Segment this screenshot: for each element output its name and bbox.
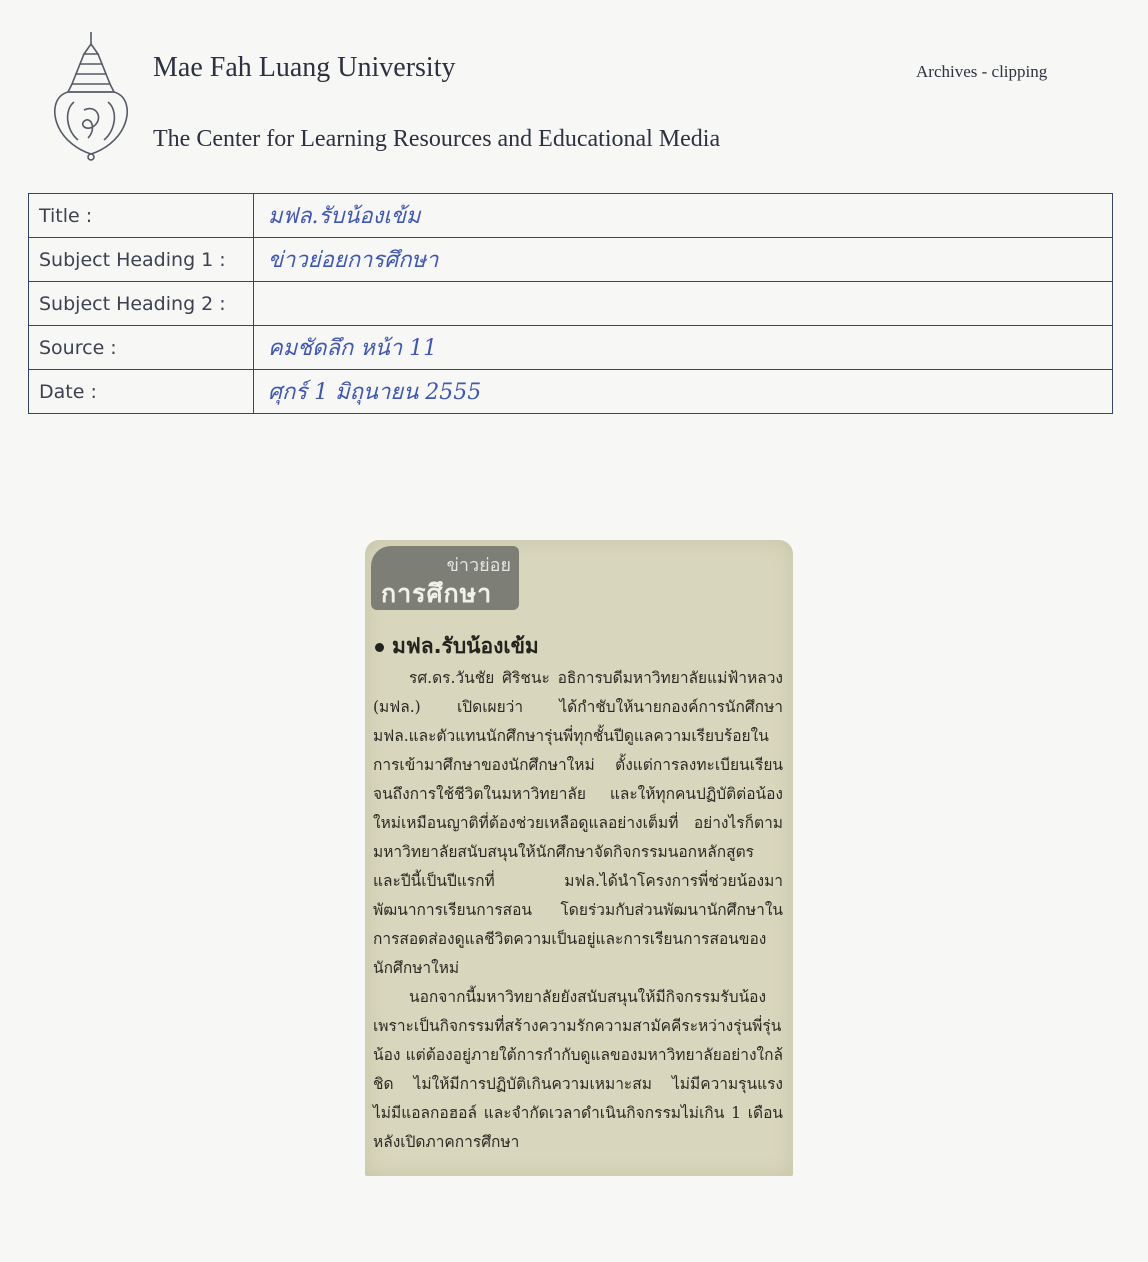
form-value-source: คมชัดลึก หน้า 11 <box>254 326 1113 370</box>
form-value-title: มฟล.รับน้องเข้ม <box>254 194 1113 238</box>
center-name: The Center for Learning Resources and Educational Media <box>153 126 721 152</box>
form-label: Date : <box>29 370 254 414</box>
form-label: Source : <box>29 326 254 370</box>
university-name: Mae Fah Luang University <box>153 52 456 83</box>
form-label: Subject Heading 1 : <box>29 238 254 282</box>
form-label: Title : <box>29 194 254 238</box>
form-row-subject-heading-1 <box>29 238 1113 282</box>
form-row-date <box>29 370 1113 414</box>
form-row-subject-heading-2 <box>29 282 1113 326</box>
clipping-headline <box>375 630 539 663</box>
form-label: Subject Heading 2 : <box>29 282 254 326</box>
form-value-subject-heading-1: ข่าวย่อยการศึกษา <box>254 238 1113 282</box>
form-value-subject-heading-2 <box>254 282 1113 326</box>
university-seal-logo <box>48 30 134 162</box>
bullet-icon <box>375 643 384 652</box>
section-tag-big: การศึกษา <box>381 579 493 608</box>
section-tag <box>371 546 519 610</box>
article-paragraph: นอกจากนี้มหาวิทยาลัยยังสนับสนุนให้มีกิจกรรมรับน้อง เพราะเป็นกิจกรรมที่สร้างความรักความสามัคคีระหว่างรุ่นพี่รุ่นน้อง แต่ต้องอยู่ภายใต้การกำกับดูแลของมหาวิทยาลัยอย่างใกล้ชิด ไม่ให้มีการปฏิบัติเกินความเหมาะสม ไม่มีความรุนแรง ไม่มีแอลกอฮอล์ และจำกัดเวลาดำเนินกิจกรรมไม่เกิน 1 เดือนหลังเปิดภาคการศึกษา <box>373 988 783 1151</box>
archive-label: Archives - clipping <box>916 62 1048 81</box>
section-tag-small: ข่าวย่อย <box>446 555 511 576</box>
form-value-date: ศุกร์ 1 มิถุนายน 2555 <box>254 370 1113 414</box>
clipping-metadata-form <box>28 193 1113 414</box>
headline-text: มฟล.รับน้องเข้ม <box>392 634 539 658</box>
form-row-title <box>29 194 1113 238</box>
article-body <box>373 664 783 1157</box>
newspaper-clipping <box>365 540 793 1176</box>
article-paragraph: รศ.ดร.วันชัย ศิริชนะ อธิการบดีมหาวิทยาลัยแม่ฟ้าหลวง (มฟล.) เปิดเผยว่า ได้กำชับให้นายกองค์การนักศึกษา มฟล.และตัวแทนนักศึกษารุ่นพี่ทุกชั้นปีดูแลความเรียบร้อยในการเข้ามาศึกษาของนักศึกษาใหม่ ตั้งแต่การลงทะเบียนเรียนจนถึงการใช้ชีวิตในมหาวิทยาลัย และให้ทุกคนปฏิบัติต่อน้องใหม่เหมือนญาติที่ต้องช่วยเหลือดูแลอย่างเต็มที่ อย่างไรก็ตาม มหาวิทยาลัยสนับสนุนให้นักศึกษาจัดกิจกรรมนอกหลักสูตร และปีนี้เป็นปีแรกที่ มฟล.ได้นำโครงการพี่ช่วยน้องมาพัฒนาการเรียนการสอน โดยร่วมกับส่วนพัฒนานักศึกษาในการสอดส่องดูแลชีวิตความเป็นอยู่และการเรียนการสอนของนักศึกษาใหม่ <box>373 669 783 977</box>
form-row-source <box>29 326 1113 370</box>
